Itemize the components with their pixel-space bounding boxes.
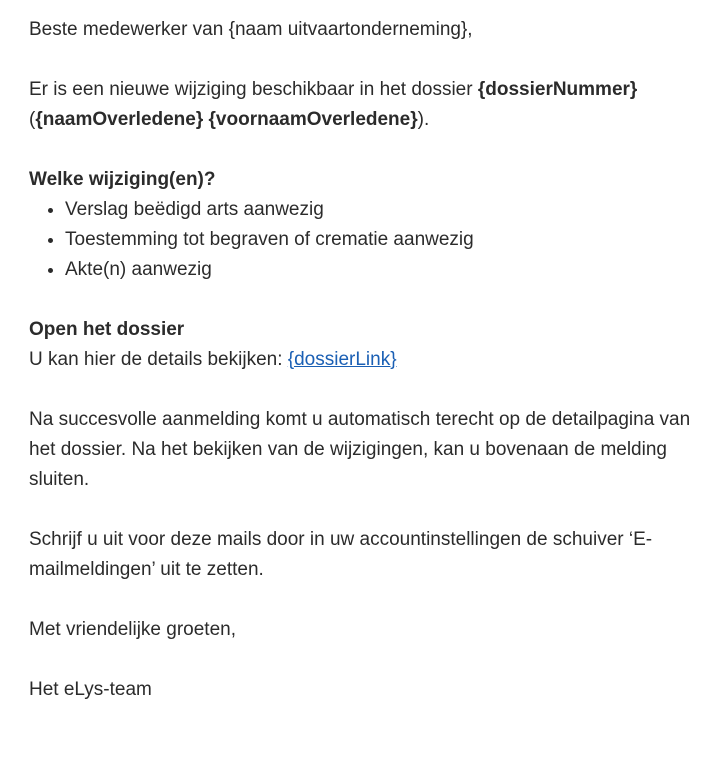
dossier-link[interactable]: {dossierLink} — [287, 349, 397, 370]
list-item: • Akte(n) aanwezig — [65, 255, 709, 285]
intro-text: Er is een nieuwe wijziging beschikbaar in het dossier — [29, 79, 478, 100]
signature: Het eLys-team — [29, 679, 152, 700]
deceased-first-name: {voornaamOverledene} — [208, 109, 418, 130]
changes-list — [29, 195, 709, 285]
list-item: • Verslag beëdigd arts aanwezig — [65, 195, 709, 225]
email-body — [29, 15, 709, 735]
list-item: • Toestemming tot begraven of crematie aanwezig — [65, 225, 709, 255]
changes-heading: Welke wijziging(en)? — [29, 169, 216, 190]
closing: Met vriendelijke groeten, — [29, 619, 236, 640]
paren-close: ). — [417, 109, 430, 130]
greeting: Beste medewerker van {naam uitvaartonderneming}, — [29, 19, 473, 40]
paren-open: ( — [29, 109, 36, 130]
dossier-number: {dossierNummer} — [477, 79, 638, 100]
intro-paragraph — [29, 75, 709, 135]
open-dossier-heading: Open het dossier — [29, 319, 185, 340]
open-dossier-section — [29, 315, 709, 375]
after-login-paragraph: Na succesvolle aanmelding komt u automatisch terecht op de detailpagina van het dossier. Na het bekijken van de wijzigingen, kan u bovenaan de melding sluiten. — [29, 409, 691, 490]
deceased-last-name: {naamOverledene} — [35, 109, 204, 130]
changes-section — [29, 165, 709, 285]
unsubscribe-paragraph: Schrijf u uit voor deze mails door in uw accountinstellingen de schuiver ‘E-mailmeldingen’ uit te zetten. — [29, 529, 653, 580]
open-dossier-text: U kan hier de details bekijken: — [29, 349, 288, 370]
